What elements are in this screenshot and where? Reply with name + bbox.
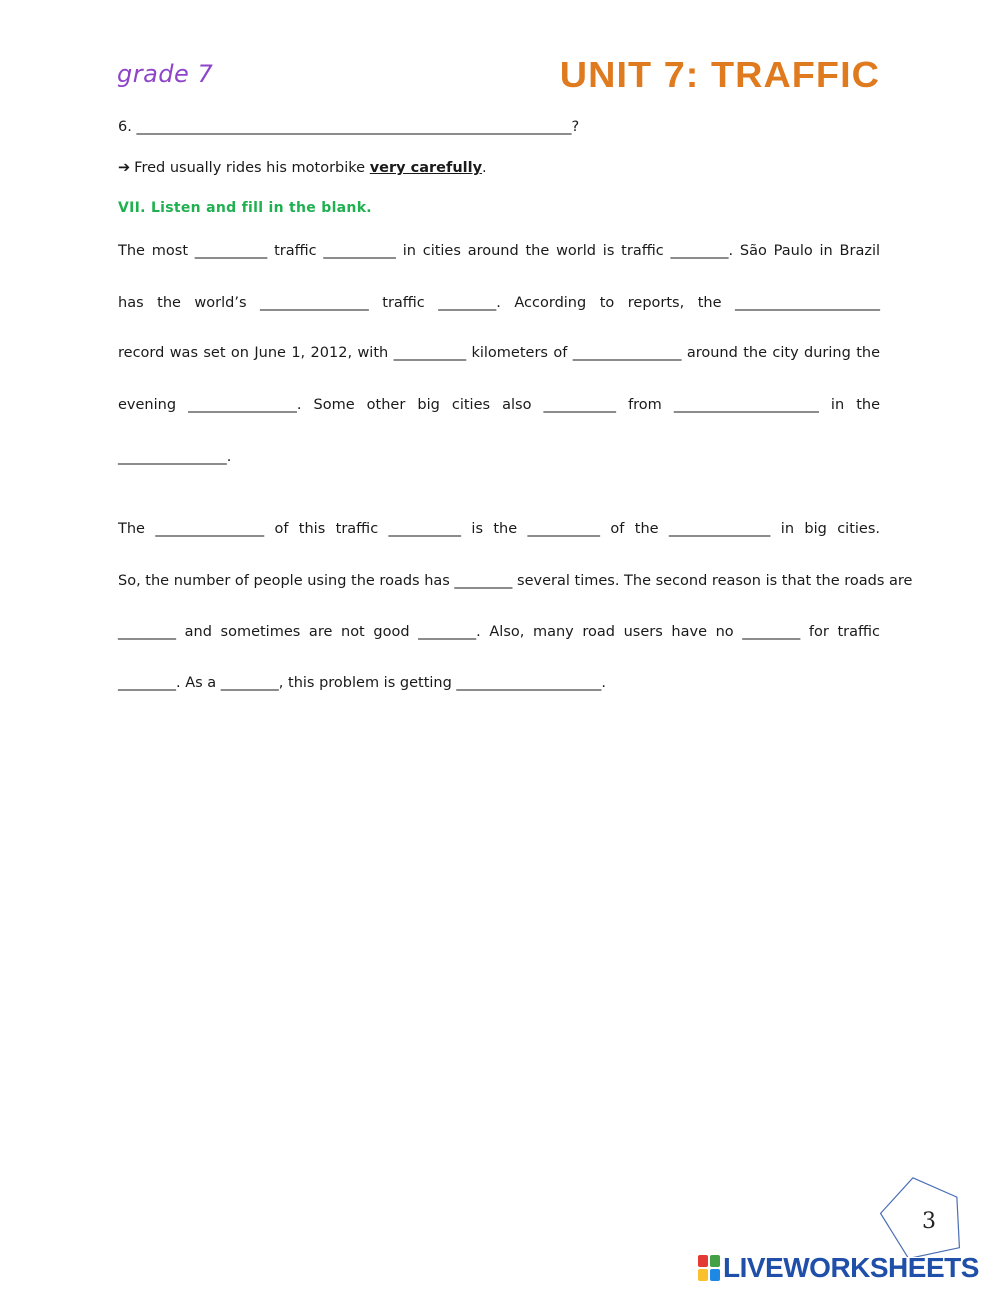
paragraph-line: ________. As a ________, this problem is getting ____________________. — [118, 675, 607, 691]
paragraph-line: has the world’s _______________ traffic ________. According to reports, the ____________________ — [118, 295, 880, 311]
paragraph-line: _______________. — [118, 449, 232, 465]
question-6: 6. ____________________________________________________________? — [118, 119, 580, 135]
page-badge — [880, 1175, 962, 1257]
unit-title: UNIT 7: TRAFFIC — [559, 54, 880, 95]
paragraph-line: record was set on June 1, 2012, with __________ kilometers of _______________ around the city during the — [118, 345, 880, 361]
answer-suffix: . — [482, 160, 487, 176]
paragraph-line: So, the number of people using the roads has ________ several times. The second reason is that the roads are — [118, 573, 913, 589]
brand-footer[interactable] — [698, 1253, 979, 1283]
answer-text: Fred usually rides his motorbike — [134, 160, 370, 176]
question-6-answer — [118, 160, 487, 176]
grade-label: grade 7 — [117, 60, 214, 88]
paragraph-line: The most __________ traffic __________ in cities around the world is traffic ________. São Paulo in Brazil — [118, 243, 880, 259]
logo-square-green — [710, 1255, 720, 1267]
arrow-icon: ➔ — [118, 160, 131, 176]
brand-name: LIVEWORKSHEETS — [723, 1252, 979, 1283]
page-number: 3 — [922, 1209, 936, 1234]
logo-square-yellow — [698, 1269, 708, 1281]
page-badge-shape — [880, 1175, 962, 1257]
paragraph-line: evening _______________. Some other big cities also __________ from ____________________ in the — [118, 397, 880, 413]
paragraph-line: The _______________ of this traffic __________ is the __________ of the ______________ in big cities. — [118, 521, 880, 537]
logo-square-red — [698, 1255, 708, 1267]
paragraph-line: ________ and sometimes are not good ________. Also, many road users have no ________ for traffic — [118, 624, 880, 640]
answer-emphasis: very carefully — [369, 160, 483, 176]
brand-logo-icon — [698, 1255, 720, 1281]
section-title: VII. Listen and fill in the blank. — [118, 200, 372, 216]
logo-square-blue — [710, 1269, 720, 1281]
